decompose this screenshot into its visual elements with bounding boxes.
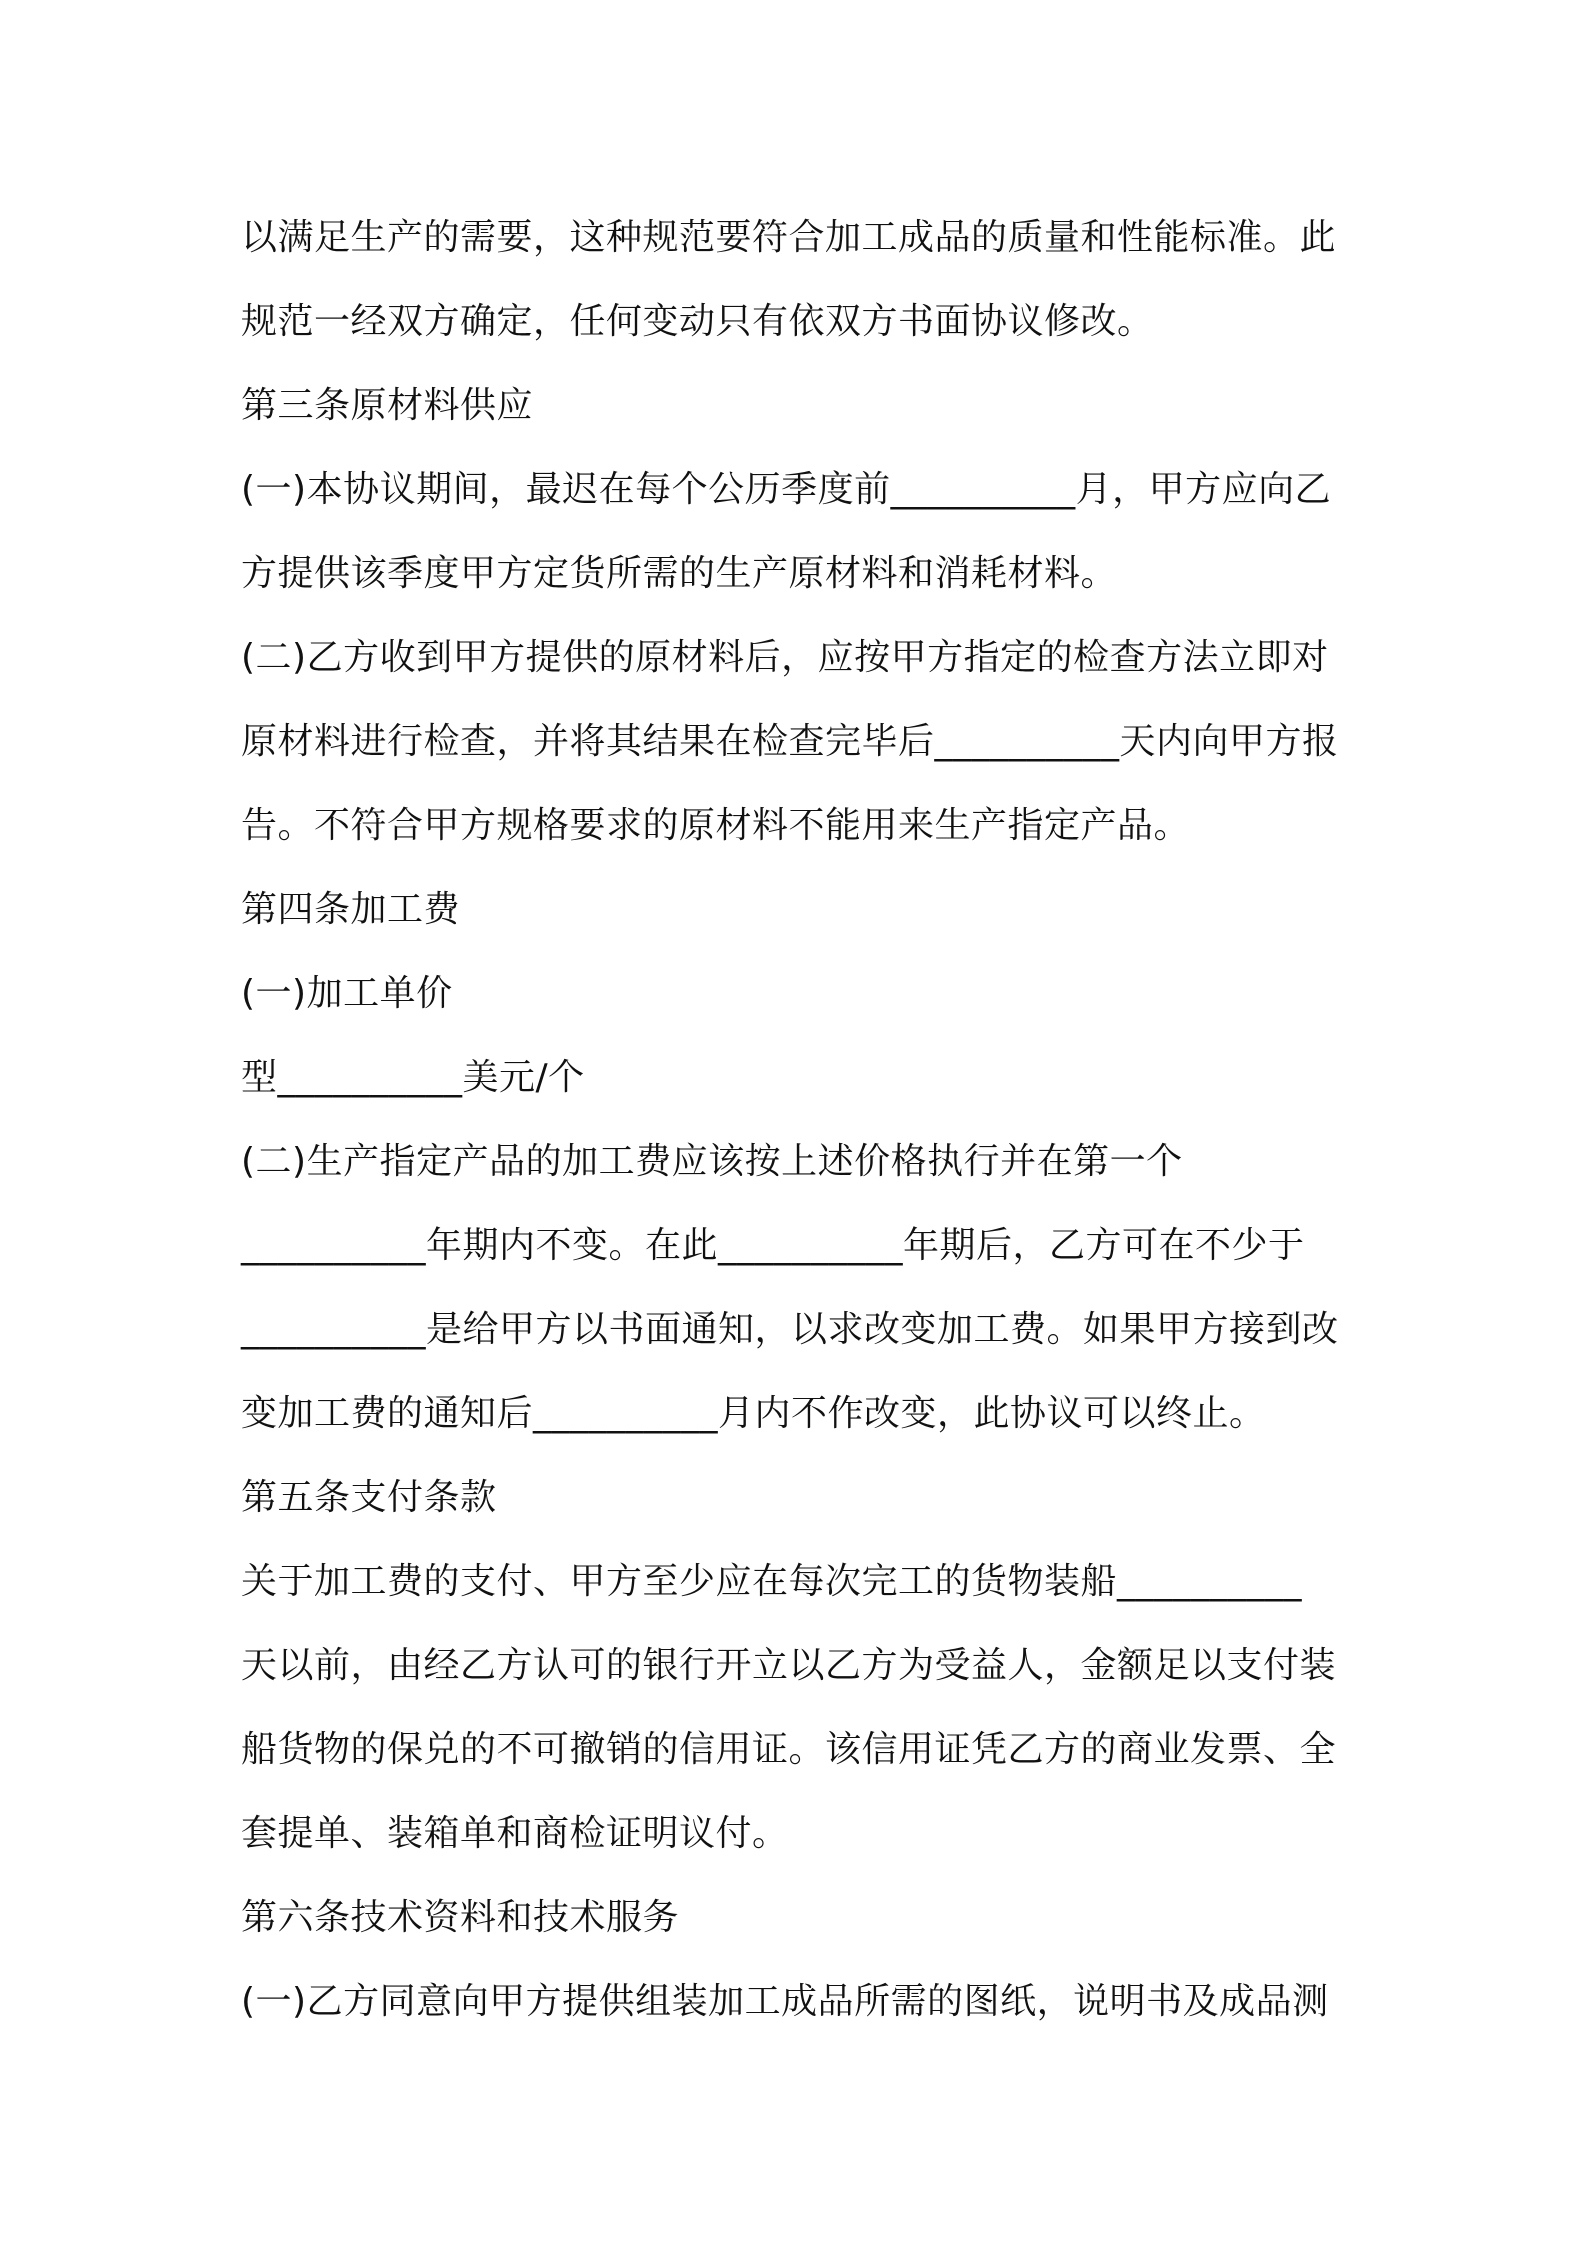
section-heading: 第六条技术资料和技术服务	[241, 1897, 680, 1938]
text-line: (一)乙方同意向甲方提供组装加工成品所需的图纸，说明书及成品测	[241, 1981, 1329, 2022]
text-line: (二)乙方收到甲方提供的原材料后，应按甲方指定的检查方法立即对	[241, 637, 1329, 678]
text-line: 方提供该季度甲方定货所需的生产原材料和消耗材料。	[241, 553, 1118, 594]
text-line: 套提单、装箱单和商检证明议付。	[241, 1813, 789, 1854]
text-line: (二)生产指定产品的加工费应该按上述价格执行并在第一个	[241, 1141, 1183, 1182]
text-line: (一)本协议期间，最迟在每个公历季度前__________月，甲方应向乙	[241, 469, 1332, 510]
text-line: 天以前，由经乙方认可的银行开立以乙方为受益人，金额足以支付装	[241, 1645, 1337, 1686]
text-line: (一)加工单价	[241, 973, 453, 1014]
text-line: 船货物的保兑的不可撤销的信用证。该信用证凭乙方的商业发票、全	[241, 1729, 1337, 1770]
section-heading: 第三条原材料供应	[241, 385, 534, 426]
text-line: __________年期内不变。在此__________年期后，乙方可在不少于	[241, 1225, 1305, 1266]
text-line: 告。不符合甲方规格要求的原材料不能用来生产指定产品。	[241, 805, 1191, 846]
text-line: 规范一经双方确定，任何变动只有依双方书面协议修改。	[241, 301, 1154, 342]
text-line: 以满足生产的需要，这种规范要符合加工成品的质量和性能标准。此	[241, 217, 1337, 258]
text-line: 关于加工费的支付、甲方至少应在每次完工的货物装船__________	[241, 1561, 1303, 1602]
text-line: 变加工费的通知后__________月内不作改变，此协议可以终止。	[241, 1393, 1266, 1434]
section-heading: 第四条加工费	[241, 889, 461, 930]
document-body	[241, 196, 1361, 2044]
text-line: 原材料进行检查，并将其结果在检查完毕后__________天内向甲方报	[241, 721, 1339, 762]
text-line: __________是给甲方以书面通知，以求改变加工费。如果甲方接到改	[241, 1309, 1339, 1350]
text-line: 型__________美元/个	[241, 1057, 585, 1098]
section-heading: 第五条支付条款	[241, 1477, 497, 1518]
